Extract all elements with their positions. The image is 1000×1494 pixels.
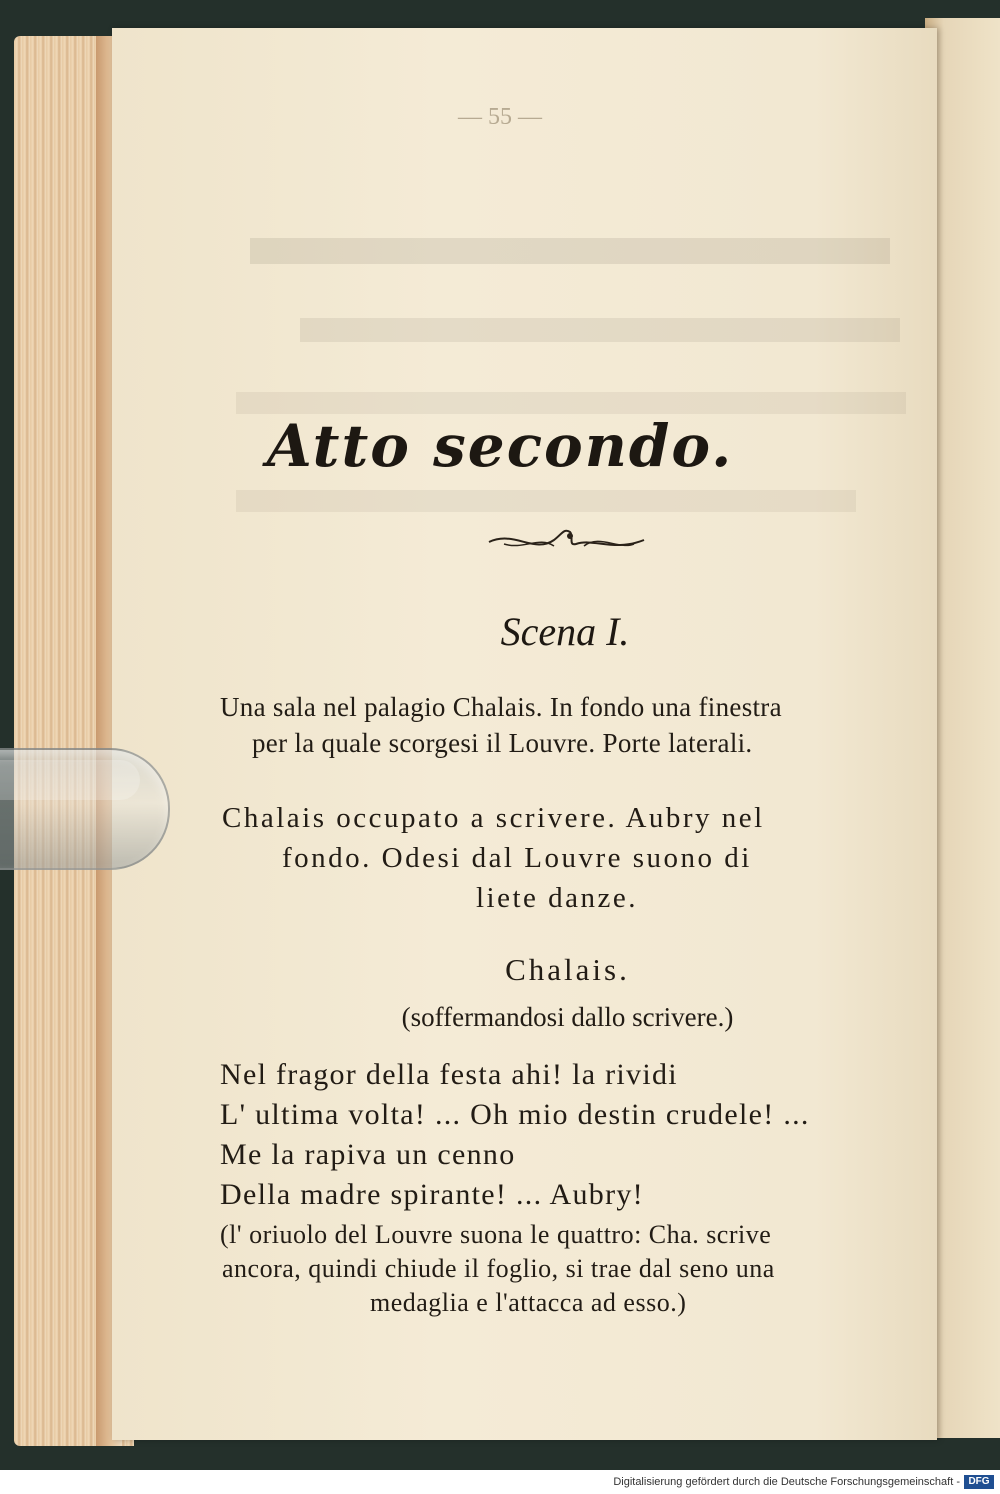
dfg-logo-icon: DFG bbox=[964, 1475, 994, 1489]
setting-line: per la quale scorgesi il Louvre. Porte laterali. bbox=[252, 728, 753, 758]
footer-credit: Digitalisierung gefördert durch die Deutsche Forschungsgemeinschaft - bbox=[613, 1476, 960, 1488]
ornament-divider bbox=[484, 520, 654, 560]
stage-direction-line: medaglia e l'attacca ad esso.) bbox=[370, 1288, 687, 1317]
glass-highlight bbox=[0, 760, 140, 800]
verse-line: Della madre spirante! ... Aubry! bbox=[220, 1178, 644, 1211]
page-number: — 55 — bbox=[458, 104, 542, 130]
speaker-name: Chalais. bbox=[505, 952, 630, 987]
bleed-through-shape bbox=[236, 392, 906, 414]
direction-line: fondo. Odesi dal Louvre suono di bbox=[282, 842, 752, 874]
verse-line: Nel fragor della festa ahi! la rividi bbox=[220, 1058, 678, 1091]
direction-line: liete danze. bbox=[476, 882, 639, 914]
bleed-through-shape bbox=[236, 490, 856, 512]
verse-line: L' ultima volta! ... Oh mio destin crudele! ... bbox=[220, 1098, 810, 1131]
bleed-through-shape bbox=[250, 238, 890, 264]
bleed-through-shape bbox=[300, 318, 900, 342]
direction-line: Chalais occupato a scrivere. Aubry nel bbox=[222, 802, 765, 834]
speaker-note: (soffermandosi dallo scrivere.) bbox=[401, 1002, 734, 1032]
setting-line: Una sala nel palagio Chalais. In fondo una finestra bbox=[220, 692, 782, 722]
stage-direction-line: ancora, quindi chiude il foglio, si trae dal seno una bbox=[222, 1254, 775, 1283]
stage-direction-line: (l' oriuolo del Louvre suona le quattro: Cha. scrive bbox=[220, 1220, 772, 1249]
act-title: Atto secondo. bbox=[266, 412, 734, 480]
scene-title: Scena I. bbox=[500, 609, 630, 654]
verse-line: Me la rapiva un cenno bbox=[220, 1138, 516, 1171]
